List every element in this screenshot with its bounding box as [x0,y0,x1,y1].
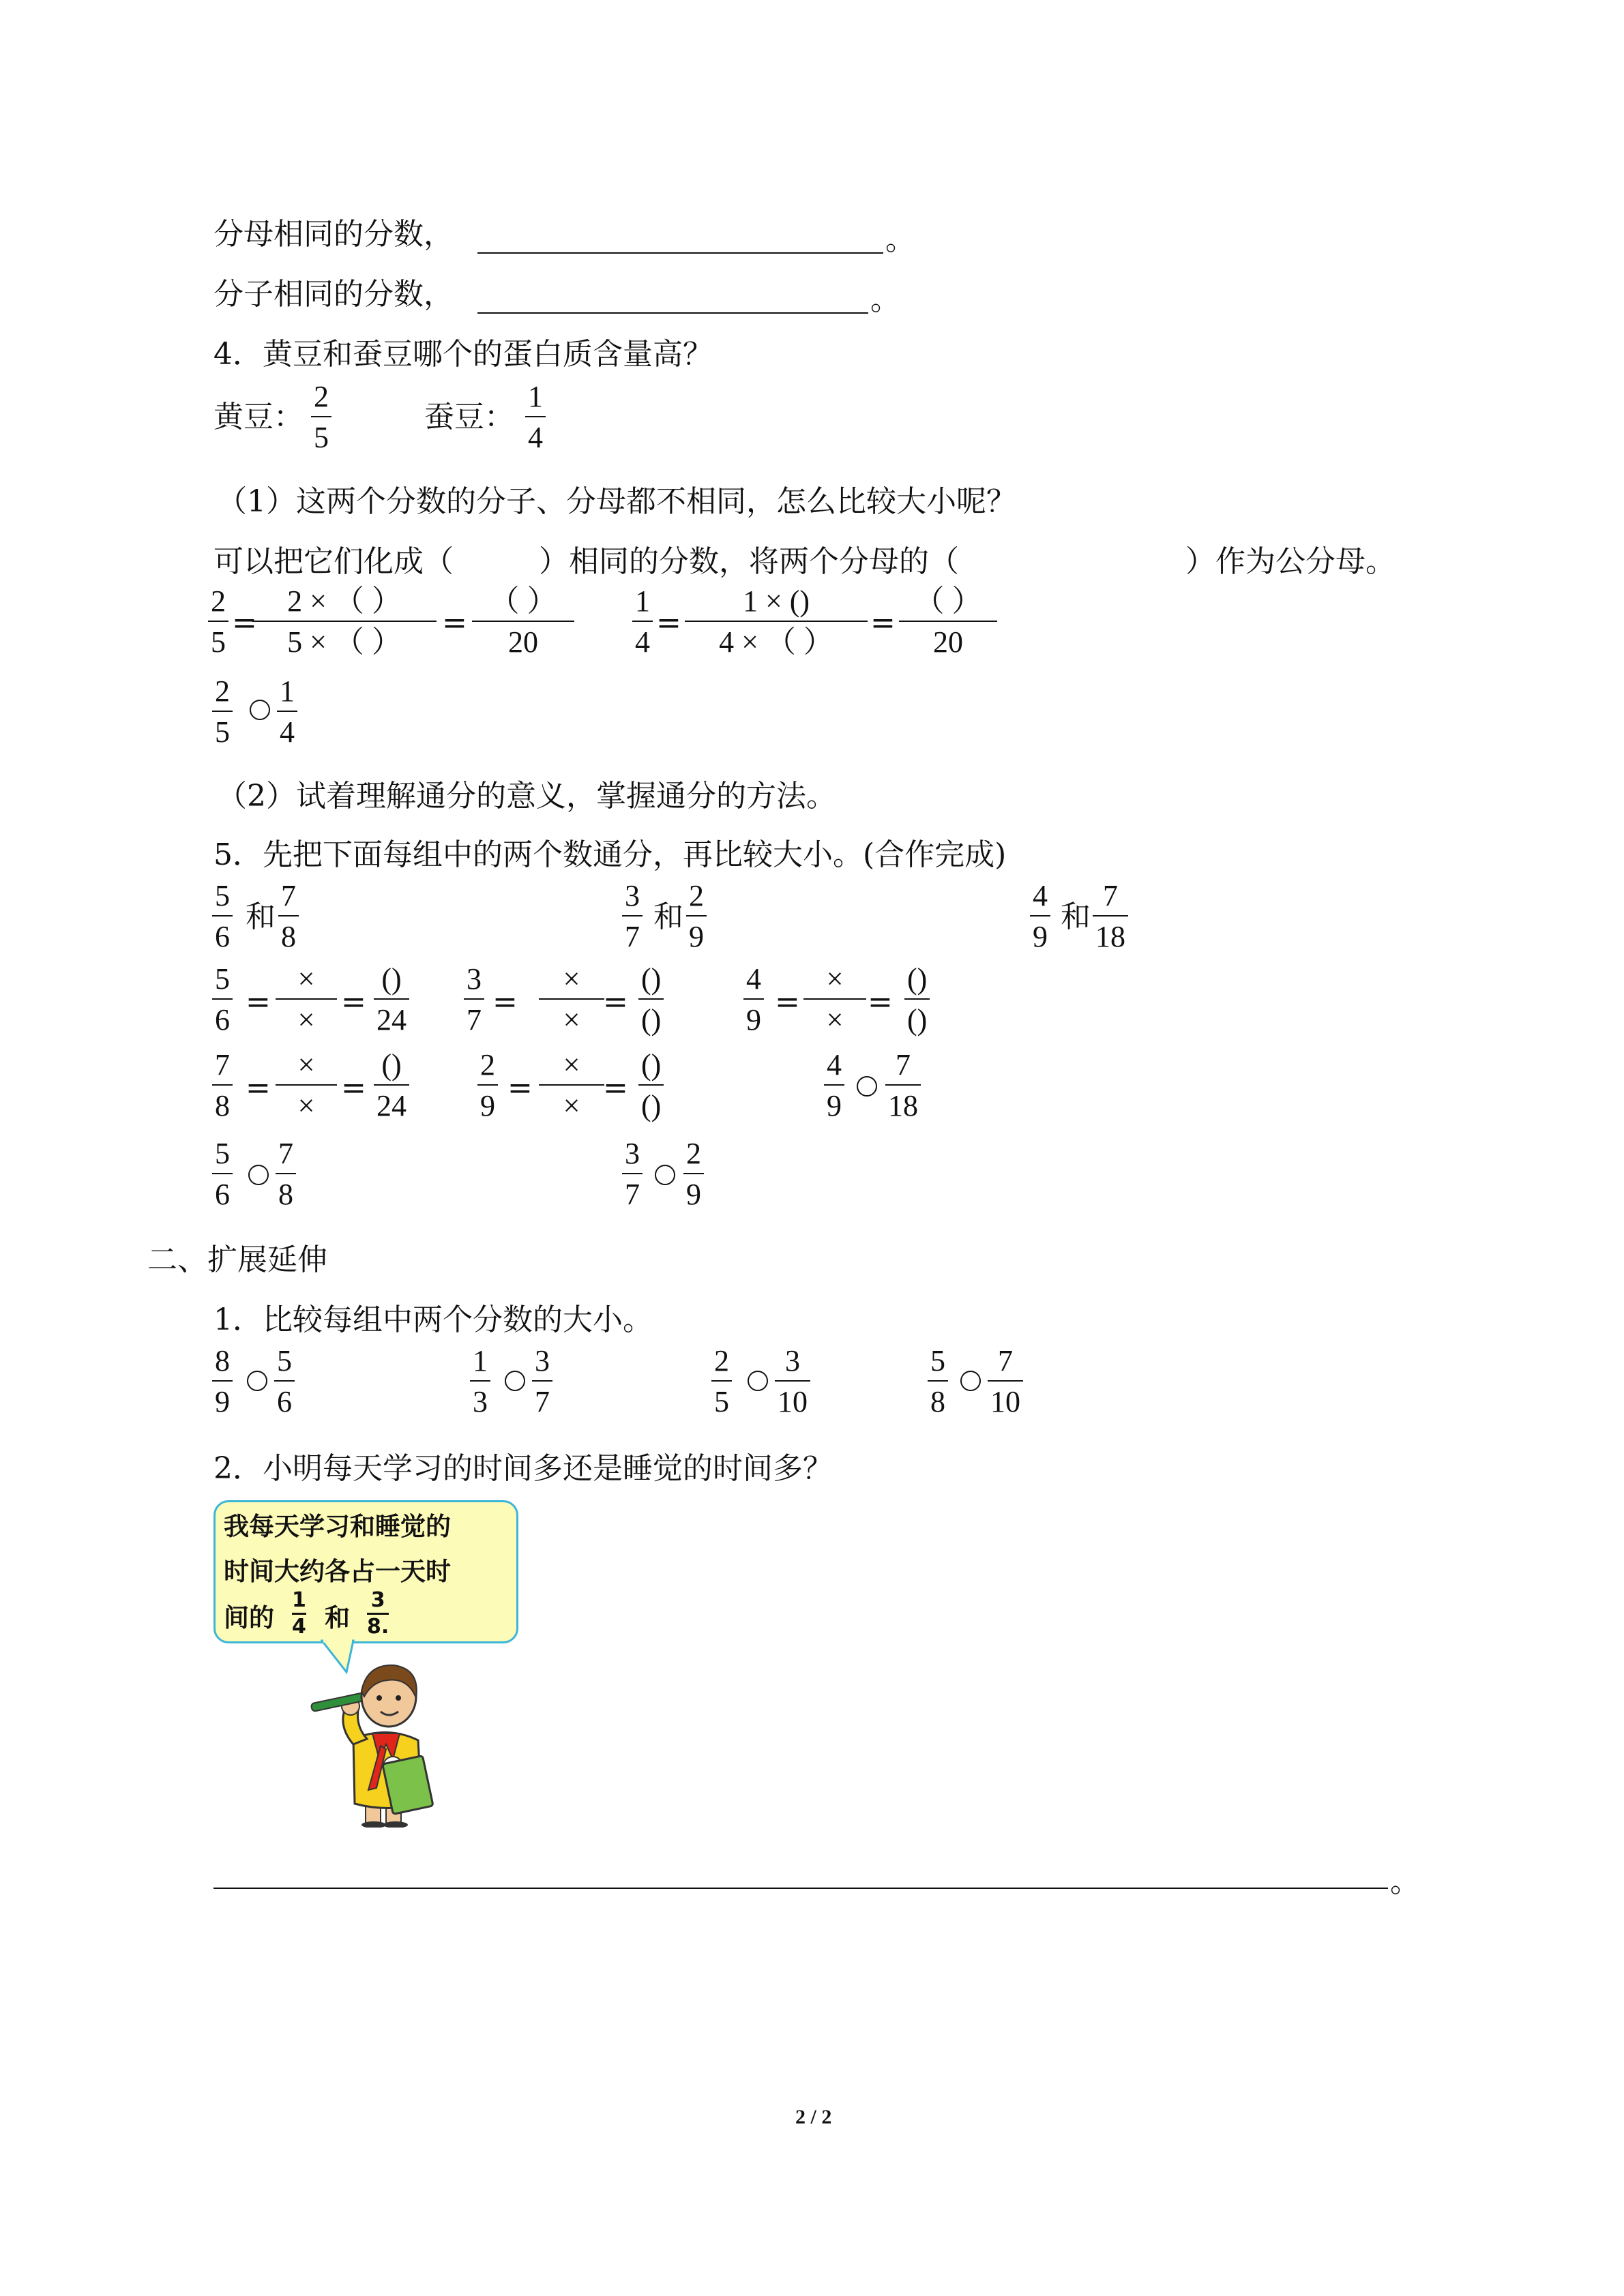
bubble-line-1: 我每天学习和睡觉的 [224,1512,451,1541]
denominator: 5 [314,421,329,454]
section-2-q2: 2．小明每天学习的时间多还是睡觉的时间多？ [213,1451,833,1486]
numerator: 2 [314,380,329,413]
numerator[interactable]: （ ） [489,584,557,618]
bubble-fraction-2 [367,1590,389,1637]
compare-fraction-a [212,676,233,747]
numerator[interactable]: × [563,1048,580,1082]
sub-question-1: （1）这两个分数的分子、分母都不相同，怎么比较大小呢？ [217,484,1016,519]
g1-frac-b [278,881,299,952]
denominator: 3 [473,1385,488,1418]
student-illustration [306,1657,469,1828]
equals-sign: = [656,606,681,640]
numerator[interactable]: × [826,962,844,996]
equals-sign: = [870,606,896,640]
bubble-fraction-1 [292,1590,306,1637]
answer-blank-line[interactable] [477,312,868,314]
section-2-title: 二、扩展延伸 [147,1242,327,1277]
denominator: 18 [1095,920,1125,953]
period: 。 [1390,1864,1420,1899]
numerator: 7 [998,1344,1013,1377]
sub-question-2: （2）试着理解通分的意义，掌握通分的方法。 [217,779,836,814]
denominator[interactable]: × [297,1003,315,1037]
pair4-b [988,1346,1023,1417]
denominator: 10 [778,1385,808,1418]
numerator[interactable]: () [381,962,402,996]
and-text: 和 [653,899,683,934]
g1-frac-a [212,881,233,952]
numerator[interactable]: () [641,1048,662,1082]
numerator: 3 [467,962,482,996]
broad-bean-fraction [525,382,546,453]
numerator: 1 [473,1344,488,1377]
g2-compare-b [683,1139,704,1210]
denominator: 5 [215,715,230,749]
g2-compare-a [622,1139,643,1210]
denominator: 9 [827,1089,842,1122]
numerator[interactable]: × [297,1048,315,1082]
sub1-text-b: ）相同的分数，将两个分母的（ [539,544,959,579]
g2-frac-b [686,881,707,952]
denominator: 8. [367,1615,389,1639]
same-numerator-text: 分子相同的分数， [213,277,454,312]
soybean-fraction [311,382,331,453]
denominator: 24 [377,1089,407,1122]
denominator: 5 [714,1385,729,1418]
g3-eq1-mid [803,964,866,1035]
g3-frac-b [1093,881,1128,952]
g2-eq2-mid [539,1050,604,1121]
eq2-lhs-fraction [632,586,653,657]
g1-eq2-lhs [212,1050,233,1121]
numerator: 3 [370,1588,385,1612]
equals-sign: = [246,985,271,1019]
numerator: 5 [930,1344,945,1377]
sub1-text-c: ）作为公分母。 [1185,544,1396,579]
pair1-b [274,1346,295,1417]
numerator: 4 [1033,879,1048,912]
g2-eq1-lhs [464,964,484,1035]
equals-sign: = [492,985,518,1019]
g1-eq2-rhs [374,1050,409,1121]
denominator: 7 [467,1003,482,1037]
numerator: 7 [278,1137,293,1170]
denominator: 4 [280,715,295,749]
compare-circle[interactable] [960,1371,981,1391]
denominator: 7 [625,920,640,953]
denominator: 4 [635,625,650,659]
denominator: 8 [281,920,296,953]
denominator[interactable]: × [297,1089,315,1122]
g1-eq1-lhs [212,964,233,1035]
numerator[interactable]: （ ） [914,584,982,618]
g1-compare-b [276,1139,296,1210]
denominator: 7 [535,1385,550,1418]
compare-fraction-b [277,676,297,747]
pair3-a [711,1346,732,1417]
numerator: 3 [625,879,640,912]
g1-eq1-rhs [374,964,409,1035]
numerator: 2 [215,674,230,708]
equals-sign: = [603,985,628,1019]
denominator: 9 [480,1089,495,1122]
pair1-a [212,1346,233,1417]
equals-sign: = [603,1071,628,1105]
denominator[interactable]: 4 × （ ） [719,625,833,659]
denominator[interactable]: 5 × （ ） [287,625,402,659]
numerator[interactable]: × [563,962,580,996]
equals-sign: = [341,1071,366,1105]
denominator: 18 [888,1089,918,1122]
numerator: 7 [1103,879,1118,912]
numerator: 2 [480,1048,495,1082]
compare-circle[interactable] [505,1371,525,1391]
g2-eq2-rhs [638,1050,664,1121]
denominator: 9 [1033,920,1048,953]
numerator: 3 [535,1344,550,1377]
numerator: 2 [714,1344,729,1377]
equals-sign: = [442,606,467,640]
denominator: 8 [930,1385,945,1418]
compare-circle[interactable] [248,1165,269,1185]
g3-frac-a [1030,881,1050,952]
answer-blank-line[interactable] [477,252,883,254]
broad-bean-label: 蚕豆： [424,400,514,434]
numerator: 3 [785,1344,800,1377]
g2-frac-a [622,881,643,952]
g1-eq2-mid [276,1050,337,1121]
compare-circle[interactable] [748,1371,768,1391]
g3-eq1-lhs [743,964,764,1035]
numerator[interactable]: () [381,1048,402,1082]
g3-compare-b [885,1050,921,1121]
denominator: 24 [377,1003,407,1037]
g1-compare-a [212,1139,233,1210]
eq2-rhs-fraction [899,586,997,657]
numerator: 3 [625,1137,640,1170]
question-5-title: 5．先把下面每组中的两个数通分，再比较大小。(合作完成) [213,837,1007,872]
denominator: 8 [278,1178,293,1211]
numerator: 1 [292,1588,306,1612]
denominator: 6 [277,1385,292,1418]
pair2-b [532,1346,552,1417]
numerator: 5 [215,879,230,912]
numerator[interactable]: () [641,962,662,996]
compare-circle[interactable] [250,700,270,720]
denominator[interactable]: () [907,1003,928,1037]
compare-circle[interactable] [247,1371,267,1391]
g3-compare-a [824,1050,844,1121]
page-number: 2 / 2 [795,2106,832,2128]
equals-sign: = [775,985,800,1019]
numerator: 2 [686,1137,701,1170]
denominator: 8 [215,1089,230,1122]
denominator: 6 [215,1178,230,1211]
denominator[interactable]: () [641,1089,662,1122]
numerator[interactable]: × [297,962,315,996]
equals-sign: = [868,985,893,1019]
numerator: 4 [827,1048,842,1082]
denominator: 7 [625,1178,640,1211]
equals-sign: = [507,1071,533,1105]
denominator: 9 [689,920,704,953]
numerator: 5 [277,1344,292,1377]
eq2-mid-fraction [685,586,868,657]
question-4-title: 4．黄豆和蚕豆哪个的蛋白质含量高？ [213,337,713,372]
numerator[interactable]: 1 × () [742,584,810,618]
numerator: 2 [211,584,226,618]
and-text: 和 [246,899,276,934]
numerator: 4 [746,962,761,996]
denominator[interactable]: × [563,1089,580,1122]
final-answer-line[interactable] [213,1888,1388,1889]
numerator: 5 [215,1137,230,1170]
period: 。 [885,222,915,257]
numerator: 1 [528,380,543,413]
pair3-b [775,1346,810,1417]
denominator: 20 [508,625,538,659]
denominator: 4 [292,1615,306,1639]
numerator: 7 [896,1048,911,1082]
eq1-rhs-fraction [472,586,574,657]
denominator: 9 [746,1003,761,1037]
numerator: 5 [215,962,230,996]
soybean-label: 黄豆： [213,400,304,434]
g2-eq1-rhs [638,964,664,1035]
g2-eq1-mid [539,964,604,1035]
bubble-line-2: 时间大约各占一天时 [224,1557,451,1586]
denominator[interactable]: × [563,1003,580,1037]
denominator: 9 [686,1178,701,1211]
numerator[interactable]: 2 × （ ） [287,584,402,618]
denominator: 9 [215,1385,230,1418]
compare-circle[interactable] [857,1076,877,1097]
numerator: 7 [215,1048,230,1082]
compare-circle[interactable] [655,1165,675,1185]
denominator: 4 [528,421,543,454]
denominator[interactable]: × [826,1003,844,1037]
equals-sign: = [232,606,257,640]
denominator: 5 [211,625,226,659]
equals-sign: = [341,985,366,1019]
sub1-text-a: 可以把它们化成（ [213,544,454,579]
denominator[interactable]: () [641,1003,662,1037]
numerator: 8 [215,1344,230,1377]
and-text: 和 [1061,899,1091,934]
equals-sign: = [246,1071,271,1105]
numerator: 1 [280,674,295,708]
g1-eq1-mid [276,964,337,1035]
numerator: 1 [635,584,650,618]
g2-eq2-lhs [477,1050,498,1121]
denominator: 10 [990,1385,1020,1418]
numerator: 2 [689,879,704,912]
section-2-q1: 1．比较每组中两个分数的大小。 [213,1302,653,1337]
eq1-mid-fraction [252,586,437,657]
denominator: 6 [215,920,230,953]
same-denominator-text: 分母相同的分数， [213,217,454,252]
eq1-lhs-fraction [208,586,228,657]
pair2-a [470,1346,490,1417]
bubble-line-3b: 和 [325,1603,350,1632]
numerator[interactable]: () [907,962,928,996]
g3-eq1-rhs [904,964,930,1035]
bubble-line-3a: 间的 [224,1603,274,1632]
period: 。 [870,282,900,317]
numerator: 7 [281,879,296,912]
pair4-a [928,1346,948,1417]
denominator: 20 [933,625,963,659]
denominator: 6 [215,1003,230,1037]
